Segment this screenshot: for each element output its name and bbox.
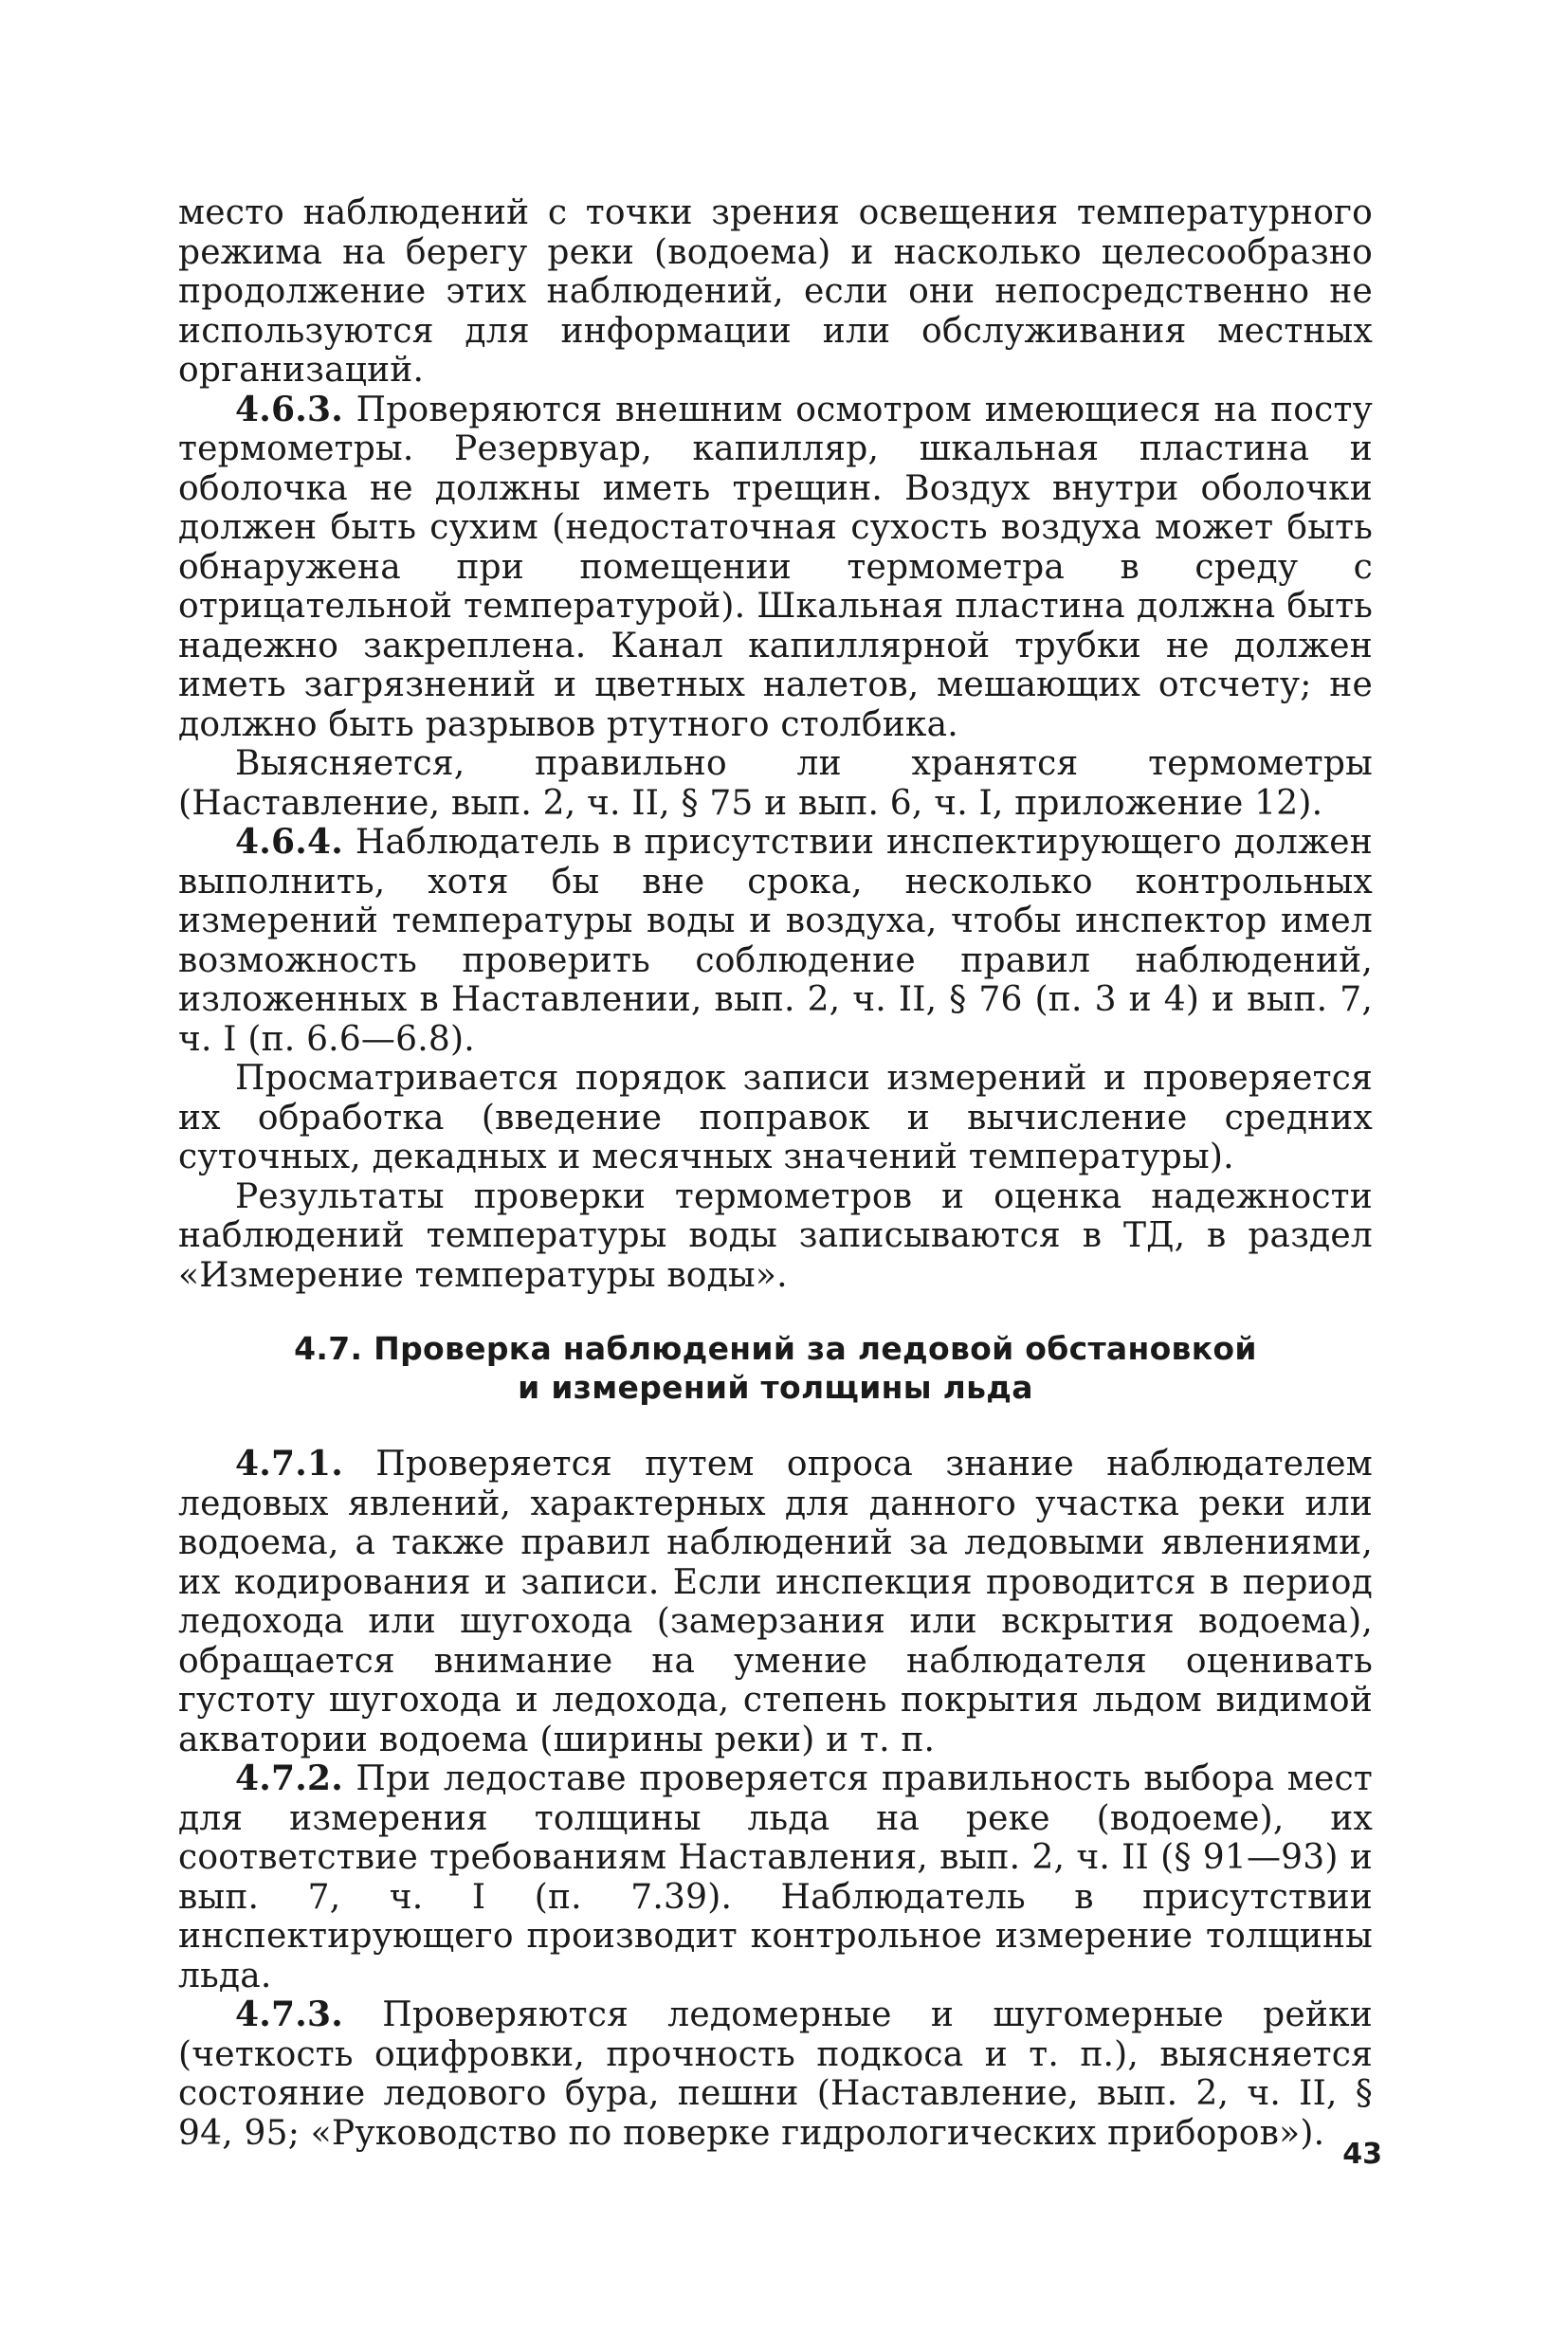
section-heading-line-2: и измерений толщины льда (518, 1369, 1033, 1406)
clause-text: Проверяются ледомерные и шугомерные рейки (четкость оцифровки, прочность подкоса и т. п.), выясняется состояние ледового бура, пешни (Наставление, вып. 2, ч. II, § 94, 95; «Руководство по поверке гидрологических приборов»). (178, 1995, 1373, 2153)
paragraph-4-7-1 (178, 1445, 1373, 1759)
section-heading-line-1: 4.7. Проверка наблюдений за ледовой обстановкой (294, 1330, 1257, 1367)
clause-text: Проверяется путем опроса знание наблюдателем ледовых явлений, характерных для данного участка реки или водоема, а также правил наблюдений за ледовыми явлениями, их кодирования и записи. Если инспекция проводится в период ледохода или шугохода (замерзания или вскрытия водоема), обращается внимание на умение наблюдателя оценивать густоту шугохода и ледохода, степень покрытия льдом видимой акватории водоема (ширины реки) и т. п. (178, 1445, 1373, 1759)
paragraph-4-6-4-results: Результаты проверки термометров и оценка надежности наблюдений температуры воды записываются в ТД, в раздел «Измерение температуры воды». (178, 1176, 1373, 1295)
page-content (178, 193, 1373, 2153)
clause-text: Наблюдатель в присутствии инспектирующего должен выполнить, хотя бы вне срока, несколько контрольных измерений температуры воды и воздуха, чтобы инспектор имел возможность проверить соблюдение правил наблюдений, изложенных в Наставлении, вып. 2, ч. II, § 76 (п. 3 и 4) и вып. 7, ч. I (п. 6.6—6.8). (178, 823, 1373, 1059)
clause-number: 4.7.1. (235, 1444, 343, 1484)
clause-text: Проверяются внешним осмотром имеющиеся на посту термометры. Резервуар, капилляр, шкальная пластина и оболочка не должны иметь трещин. Воздух внутри оболочки должен быть сухим (недостаточная сухость воздуха может быть обнаружена при помещении термометра в среду с отрицательной температурой). Шкальная пластина должна быть надежно закреплена. Канал капиллярной трубки не должен иметь загрязнений и цветных налетов, мешающих отсчету; не должно быть разрывов ртутного столбика. (178, 390, 1374, 744)
paragraph-continuation: место наблюдений с точки зрения освещения температурного режима на берегу реки (водоема) и насколько целесообразно продолжение этих наблюдений, если они непосредственно не используются для информации или обслуживания местных организаций. (178, 193, 1373, 390)
clause-number: 4.6.4. (235, 822, 343, 862)
section-heading-4-7 (178, 1329, 1373, 1407)
paragraph-4-6-4 (178, 823, 1373, 1059)
clause-number: 4.7.3. (235, 1995, 343, 2034)
clause-number: 4.6.3. (235, 389, 343, 429)
paragraph-4-6-3-storage: Выясняется, правильно ли хранятся термометры (Наставление, вып. 2, ч. II, § 75 и вып. 6, ч. I, приложение 12). (178, 744, 1373, 823)
paragraph-4-6-3 (178, 391, 1373, 745)
clause-text: При ледоставе проверяется правильность выбора мест для измерения толщины льда на реке (водоеме), их соответствие требованиям Наставления, вып. 2, ч. II (§ 91—93) и вып. 7, ч. I (п. 7.39). Наблюдатель в присутствии инспектирующего производит контрольное измерение толщины льда. (178, 1759, 1373, 1995)
paragraph-4-6-4-records: Просматривается порядок записи измерений и проверяется их обработка (введение поправок и вычисление средних суточных, декадных и месячных значений температуры). (178, 1059, 1373, 1176)
clause-number: 4.7.2. (235, 1758, 343, 1798)
paragraph-4-7-2 (178, 1759, 1373, 1995)
page-number: 43 (1342, 2138, 1382, 2171)
paragraph-4-7-3 (178, 1995, 1373, 2153)
